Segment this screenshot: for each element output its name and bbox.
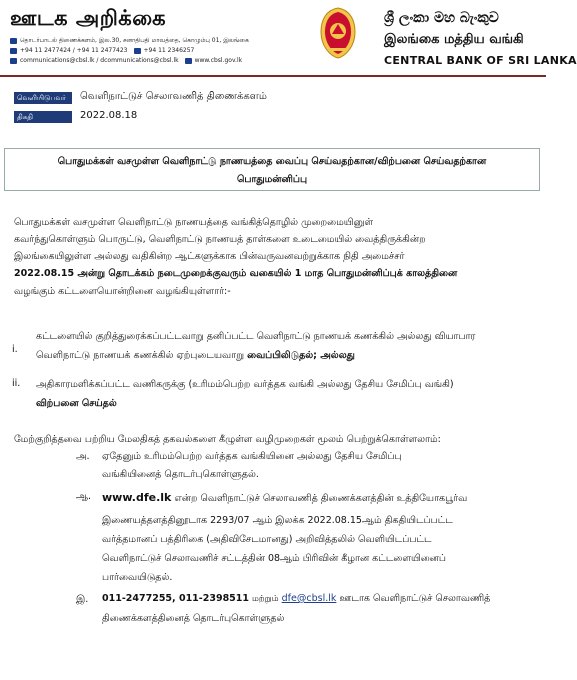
- option-c-and: மற்றும்: [252, 594, 279, 604]
- intro-line-4: 2022.08.15 அன்று தொடக்கம் நடைமுறைக்குவரும் வகையில் 1 மாத பொதுமன்னிப்புக் காலத்தினை: [14, 268, 458, 279]
- contact-email-text[interactable]: communications@cbsl.lk / dcommunications@cbsl.lk: [20, 57, 179, 64]
- notice-heading-line-2: பொதுமன்னிப்பு: [236, 174, 308, 185]
- option-a-marker: அ.: [76, 451, 90, 462]
- issued-by-label: வெளியிடுபவர்: [14, 92, 72, 104]
- option-c-line-1-rest: ஊடாக வெளிநாட்டுச் செலாவணித்: [339, 593, 491, 604]
- contact-address: [10, 37, 249, 45]
- option-c-line-1: [102, 593, 490, 605]
- phone-icon: [10, 48, 17, 54]
- intro-line-2: கவர்ந்துகொள்ளும் பொருட்டு, வெளிநாட்டு நாணயத் தாள்களை உடைமையில் வைத்திருக்கின்ற: [14, 234, 426, 245]
- web-icon: [185, 58, 192, 64]
- date-label: திகதி: [14, 111, 72, 123]
- option-c-marker: இ.: [76, 594, 89, 605]
- building-icon: [10, 38, 17, 44]
- contact-web-text[interactable]: www.cbsl.gov.lk: [194, 57, 243, 64]
- dfe-email-link[interactable]: dfe@cbsl.lk: [281, 593, 337, 604]
- item-i-line-2-text: வெளிநாட்டு நாணயக் கணக்கில் ஏற்புடையவாறு: [36, 350, 245, 361]
- item-ii-marker: ii.: [12, 378, 21, 389]
- option-b-marker: ஆ.: [76, 491, 92, 502]
- notice-heading-line-1: பொதுமக்கள் வசமுள்ள வெளிநாட்டு நாணயத்தை வைப்பு செய்வதற்கான/விற்பனை செய்வதற்கான: [57, 156, 487, 167]
- option-b-line-5: பார்வையிடுதல்.: [102, 572, 173, 583]
- option-a-line-2: வங்கியினைத் தொடர்புகொள்ளுதல்.: [102, 469, 259, 480]
- fax-icon: [134, 48, 141, 54]
- item-ii-line-1: அதிகாரமளிக்கப்பட்ட வணிகருக்கு (உரிமம்பெற்ற வர்த்தக வங்கி அல்லது தேசிய சேமிப்பு வங்கி): [36, 379, 454, 390]
- intro-line-1: பொதுமக்கள் வசமுள்ள வெளிநாட்டு நாணயத்தை வங்கித்தொழில் முறைமையினுள்: [14, 217, 374, 228]
- contact-phone-text: +94 11 2477424 / +94 11 2477423: [20, 47, 128, 54]
- option-c-line-2: திணைக்களத்தினைத் தொடர்புகொள்ளுதல்: [102, 613, 285, 624]
- header-divider: [0, 75, 546, 77]
- dfe-website-link[interactable]: www.dfe.lk: [102, 491, 172, 504]
- issued-by-value: வெளிநாட்டுச் செலாவணித் திணைக்களம்: [80, 91, 267, 102]
- item-i-line-2: [36, 350, 355, 362]
- option-b-line-1-rest: என்ற வெளிநாட்டுச் செலாவணித் திணைக்களத்தின் உத்தியோகபூர்வ: [174, 493, 468, 504]
- bank-name-english: CENTRAL BANK OF SRI LANKA: [384, 54, 577, 67]
- press-release-title: ஊடக அறிக்கை: [10, 6, 167, 30]
- contact-online: [10, 57, 242, 64]
- contact-fax-text: +94 11 2346257: [143, 47, 195, 54]
- intro-line-5: வழங்கும் கட்டளையொன்றினை வழங்கியுள்ளார்:-: [14, 286, 231, 297]
- option-b-line-1: [102, 491, 467, 505]
- email-icon: [10, 58, 17, 64]
- intro-line-3: இலங்கையிலுள்ள அல்லது வதிகின்ற ஆட்களுக்காக பின்வருவனவற்றுக்காக நிதி அமைச்சர்: [14, 251, 405, 262]
- dfe-phone-numbers: 011-2477255, 011-2398511: [102, 593, 250, 604]
- item-i-line-2-bold: வைப்பிலிடுதல்; அல்லது: [247, 350, 355, 361]
- contact-address-text: தொடர்பாடல் திணைக்களம், இல.30, சனாதிபதி மாவத்தை, கொழும்பு 01, இலங்கை: [20, 37, 249, 44]
- further-info-line: மேற்குறித்தவை பற்றிய மேலதிகத் தகவல்களை கீழுள்ள வழிமுறைகள் மூலம் பெற்றுக்கொள்ளலாம்:: [14, 434, 441, 445]
- option-b-line-3: வர்த்தமானப் பத்திரிகை (அதிவிசேடமானது) அறிவித்தலில் வெளியிடப்பட்ட: [102, 534, 432, 545]
- contact-phone: [10, 47, 194, 54]
- option-b-line-2: இணையத்தளத்தினூடாக 2293/07 ஆம் இலக்க 2022.08.15ஆம் திகதியிடப்பட்ட: [102, 515, 453, 526]
- bank-name-sinhala: ශ්‍රී ලංකා මහ බැංකුව: [384, 10, 499, 26]
- item-ii-line-2: விற்பனை செய்தல்: [36, 398, 117, 409]
- option-b-line-4: வெளிநாட்டுச் செலாவணிச் சட்டத்தின் 08ஆம் பிரிவின் கீழான கட்டளையினைப்: [102, 553, 446, 564]
- item-i-marker: i.: [12, 344, 18, 355]
- item-i-line-1: கட்டளையில் குறித்துரைக்கப்பட்டவாறு தனிப்பட்ட வெளிநாட்டு நாணயக் கணக்கில் அல்லது வியாபார: [36, 331, 476, 342]
- date-value: 2022.08.18: [80, 110, 138, 121]
- option-a-line-1: ஏதேனும் உரிமம்பெற்ற வர்த்தக வங்கியினை அல்லது தேசிய சேமிப்பு: [102, 451, 402, 462]
- cbsl-emblem-icon: [318, 6, 358, 60]
- bank-name-tamil: இலங்கை மத்திய வங்கி: [384, 32, 524, 47]
